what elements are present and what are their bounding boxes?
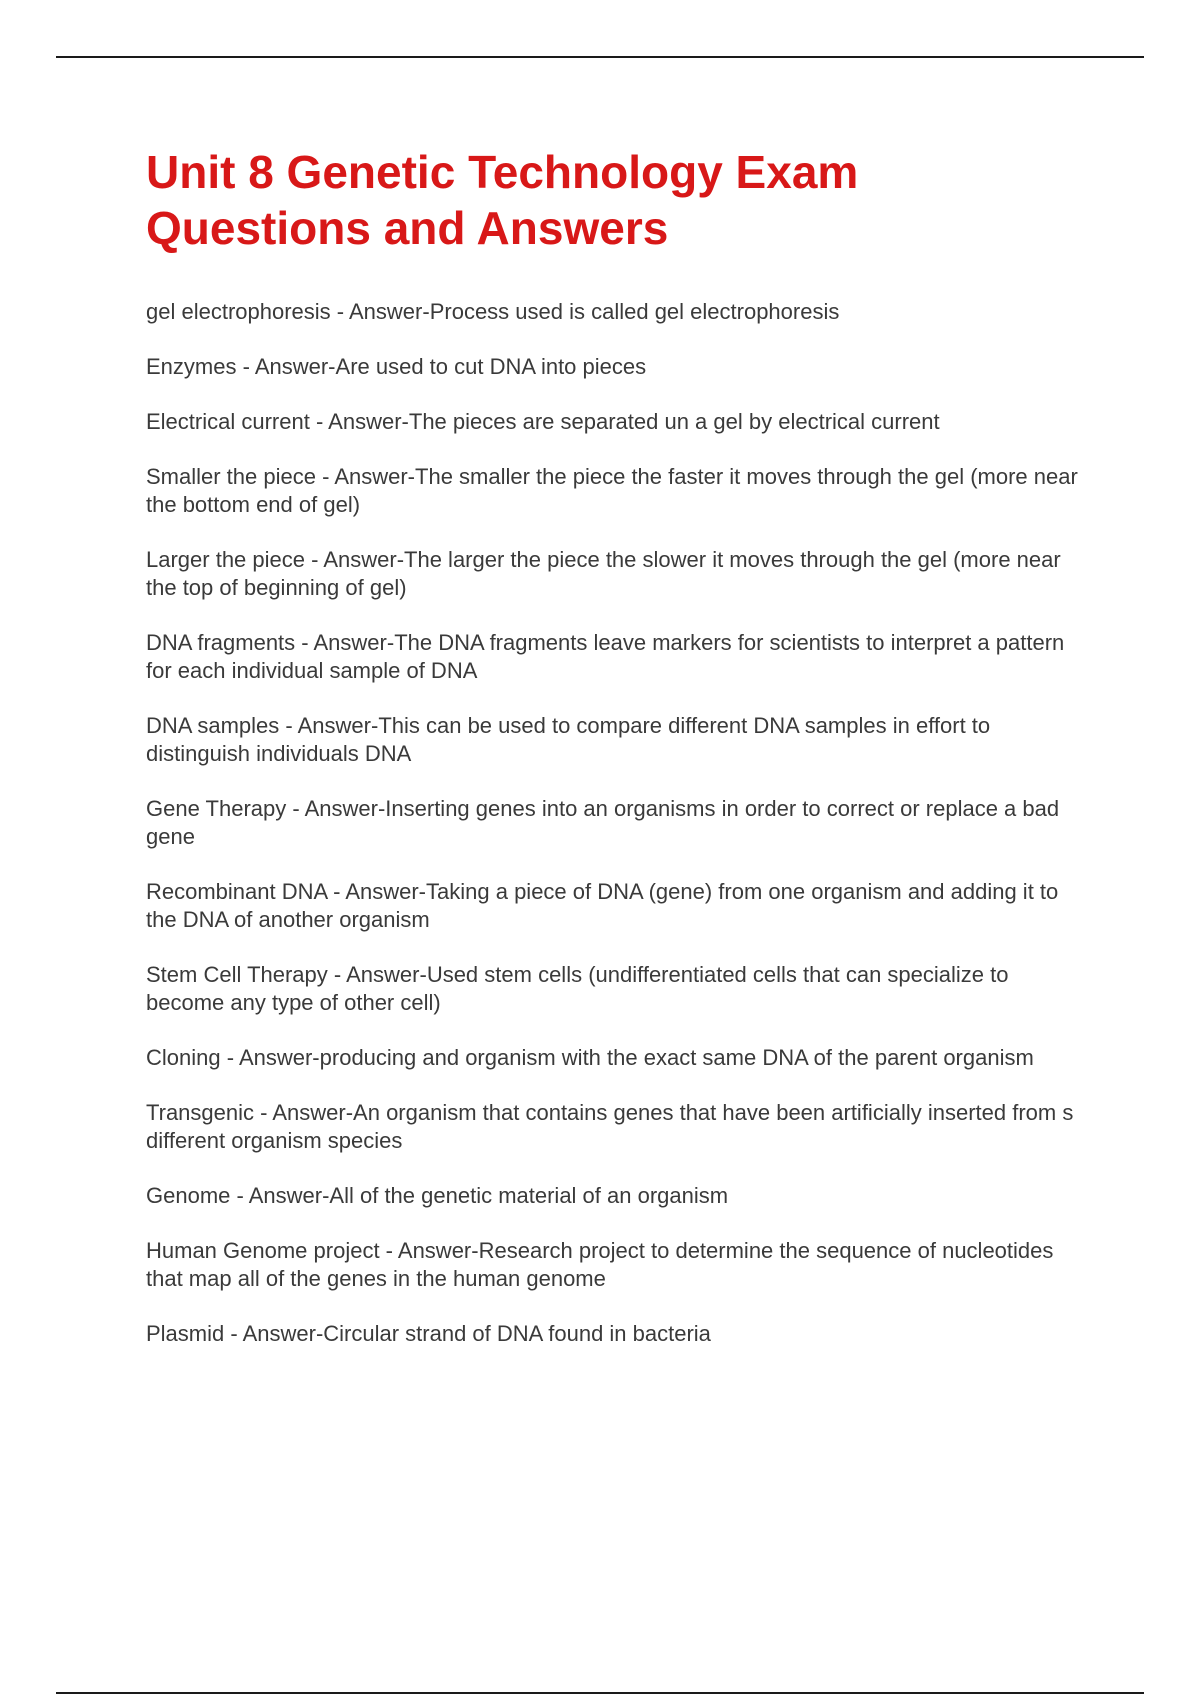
qa-term: DNA fragments bbox=[146, 630, 296, 655]
qa-item bbox=[146, 961, 1086, 1017]
qa-term: gel electrophoresis bbox=[146, 299, 331, 324]
qa-separator: - Answer- bbox=[254, 1100, 354, 1125]
qa-item bbox=[146, 629, 1086, 685]
qa-answer: An organism that contains genes that have been artificially inserted from s different organism species bbox=[146, 1100, 1074, 1153]
top-rule bbox=[56, 56, 1144, 58]
qa-separator: - Answer- bbox=[236, 354, 336, 379]
qa-answer: Used stem cells (undifferentiated cells that can specialize to become any type of other cell) bbox=[146, 962, 1009, 1015]
qa-item bbox=[146, 408, 1086, 436]
page-title: Unit 8 Genetic Technology Exam Questions and Answers bbox=[146, 146, 859, 254]
qa-separator: - Answer- bbox=[330, 299, 430, 324]
qa-separator: - Answer- bbox=[309, 409, 409, 434]
qa-separator: - Answer- bbox=[295, 630, 395, 655]
qa-separator: - Answer- bbox=[326, 879, 427, 904]
qa-term: Smaller the piece bbox=[146, 464, 316, 489]
qa-separator: - Answer- bbox=[315, 464, 416, 489]
qa-answer: producing and organism with the exact same DNA of the parent organism bbox=[319, 1045, 1034, 1070]
qa-item bbox=[146, 1237, 1086, 1293]
qa-term: Plasmid bbox=[146, 1321, 225, 1346]
qa-answer: Inserting genes into an organisms in order to correct or replace a bad gene bbox=[146, 796, 1060, 849]
qa-answer: Are used to cut DNA into pieces bbox=[335, 354, 647, 379]
qa-term: Human Genome project bbox=[146, 1238, 380, 1263]
qa-answer: The smaller the piece the faster it moves through the gel (more near the bottom end of gel) bbox=[146, 464, 1078, 517]
qa-item bbox=[146, 712, 1086, 768]
qa-separator: - Answer- bbox=[279, 713, 379, 738]
qa-item bbox=[146, 878, 1086, 934]
qa-separator: - Answer- bbox=[230, 1183, 330, 1208]
qa-item bbox=[146, 353, 1086, 381]
qa-item bbox=[146, 1320, 1086, 1348]
qa-term: DNA samples bbox=[146, 713, 280, 738]
bottom-rule bbox=[56, 1692, 1144, 1694]
qa-item bbox=[146, 546, 1086, 602]
qa-term: Enzymes bbox=[146, 354, 237, 379]
qa-answer: All of the genetic material of an organism bbox=[329, 1183, 729, 1208]
qa-answer: Process used is called gel electrophoresis bbox=[429, 299, 840, 324]
qa-separator: - Answer- bbox=[286, 796, 386, 821]
qa-answer: This can be used to compare different DNA samples in effort to distinguish individuals DNA bbox=[146, 713, 991, 766]
qa-answer: The larger the piece the slower it moves through the gel (more near the top of beginning of gel) bbox=[146, 547, 1061, 600]
document-body bbox=[146, 144, 1086, 1375]
qa-separator: - Answer- bbox=[220, 1045, 320, 1070]
qa-separator: - Answer- bbox=[379, 1238, 479, 1263]
qa-answer: Research project to determine the sequence of nucleotides that map all of the genes in the human genome bbox=[146, 1238, 1054, 1291]
qa-item bbox=[146, 1182, 1086, 1210]
qa-answer: The pieces are separated un a gel by electrical current bbox=[408, 409, 940, 434]
qa-separator: - Answer- bbox=[327, 962, 427, 987]
qa-term: Recombinant DNA bbox=[146, 879, 327, 904]
qa-answer: Taking a piece of DNA (gene) from one organism and adding it to the DNA of another organism bbox=[146, 879, 1059, 932]
qa-term: Cloning bbox=[146, 1045, 221, 1070]
qa-term: Larger the piece bbox=[146, 547, 305, 572]
qa-separator: - Answer- bbox=[224, 1321, 324, 1346]
qa-term: Transgenic bbox=[146, 1100, 255, 1125]
qa-term: Gene Therapy bbox=[146, 796, 287, 821]
qa-term: Genome bbox=[146, 1183, 231, 1208]
qa-item bbox=[146, 795, 1086, 851]
qa-item bbox=[146, 298, 1086, 326]
qa-item bbox=[146, 463, 1086, 519]
qa-item bbox=[146, 1044, 1086, 1072]
qa-separator: - Answer- bbox=[305, 547, 405, 572]
qa-answer: The DNA fragments leave markers for scientists to interpret a pattern for each individual sample of DNA bbox=[146, 630, 1065, 683]
qa-item bbox=[146, 1099, 1086, 1155]
qa-answer: Circular strand of DNA found in bacteria bbox=[323, 1321, 711, 1346]
qa-list bbox=[146, 298, 1086, 1348]
qa-term: Stem Cell Therapy bbox=[146, 962, 328, 987]
qa-term: Electrical current bbox=[146, 409, 310, 434]
